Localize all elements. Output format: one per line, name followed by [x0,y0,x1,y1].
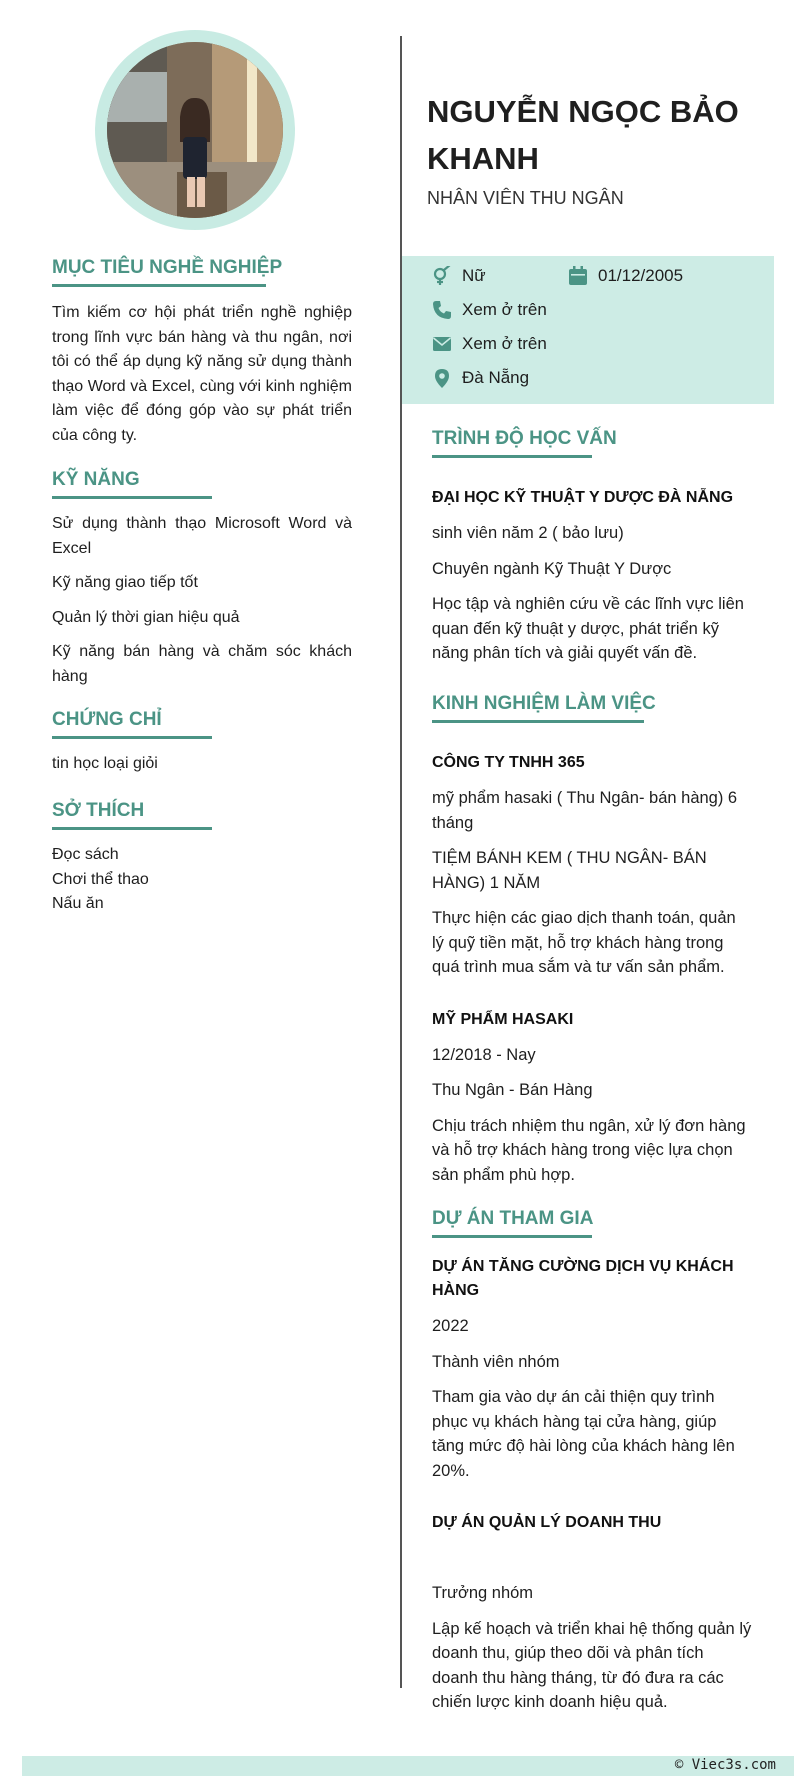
phone-row [432,300,547,320]
experience-underline [432,720,644,723]
experience-section [432,693,752,1187]
education-period: sinh viên năm 2 ( bảo lưu) [432,524,624,542]
job-role: TIỆM BÁNH KEM ( THU NGÂN- BÁN HÀNG) 1 NĂM [432,849,707,892]
calendar-icon [568,266,588,286]
contact-panel [402,256,774,404]
objective-text: Tìm kiếm cơ hội phát triển nghề nghiệp trong lĩnh vực bán hàng và thu ngân, nơi tôi có thể áp dụng kỹ năng sử dụng thành thạo Word và Excel, cùng với kinh nghiệm làm việc để đóng góp vào sự phát triển của công ty. [52,304,352,444]
skill-item: Quản lý thời gian hiệu quả [52,608,240,626]
objective-title: MỤC TIÊU NGHỀ NGHIỆP [52,257,283,278]
hobby-item: Nấu ăn [52,895,104,912]
job-title: NHÂN VIÊN THU NGÂN [427,188,624,208]
hobby-item: Đọc sách [52,846,119,863]
certificates-title: CHỨNG CHỈ [52,709,162,730]
projects-section [432,1208,752,1715]
education-title: TRÌNH ĐỘ HỌC VẤN [432,428,617,449]
project-year: 2022 [432,1317,469,1335]
project-role: Thành viên nhóm [432,1352,560,1371]
gender-row [432,266,486,286]
project-role: Trưởng nhóm [432,1584,534,1602]
skills-title: KỸ NĂNG [52,469,140,490]
education-major: Chuyên ngành Kỹ Thuật Y Dược [432,559,672,578]
experience-title: KINH NGHIỆM LÀM VIỆC [432,693,656,714]
email-value: Xem ở trên [462,334,547,353]
location-value: Đà Nẵng [462,368,530,387]
avatar-photo [107,42,283,218]
objective-section [52,257,352,448]
job-role: Thu Ngân - Bán Hàng [432,1081,593,1099]
project-name: DỰ ÁN QUẢN LÝ DOANH THU [432,1514,662,1531]
skill-item: Kỹ năng giao tiếp tốt [52,574,198,591]
school-name: ĐẠI HỌC KỸ THUẬT Y DƯỢC ĐÀ NẴNG [432,489,734,506]
skill-item: Kỹ năng bán hàng và chăm sóc khách hàng [52,643,352,685]
candidate-name: NGUYỄN NGỌC BẢO KHANH [427,94,739,176]
gender-value: Nữ [462,266,486,285]
hobbies-title: SỞ THÍCH [52,800,145,821]
project-year [432,1546,752,1570]
certificate-item: tin học loại giỏi [52,755,158,772]
project-description: Tham gia vào dự án cải thiện quy trình phục vụ khách hàng tại cửa hàng, giúp tăng mức độ hài lòng của khách hàng lên 20%. [432,1388,735,1480]
footer-bar [22,1756,794,1776]
avatar [107,42,283,218]
hobbies-section [52,800,352,917]
job-period: mỹ phẩm hasaki ( Thu Ngân- bán hàng) 6 tháng [432,789,738,832]
job-company: MỸ PHẨM HASAKI [432,1010,574,1028]
phone-icon [432,300,452,320]
gender-icon [432,266,452,286]
location-row [432,368,529,388]
education-section [432,428,752,666]
email-icon [432,334,452,354]
education-underline [432,455,592,458]
certificates-section [52,709,352,777]
footer-watermark: © Viec3s.com [674,1757,776,1773]
skill-item: Sử dụng thành thạo Microsoft Word và Excel [52,515,352,557]
job-description: Thực hiện các giao dịch thanh toán, quản lý quỹ tiền mặt, hỗ trợ khách hàng trong quá trình mua sắm và tư vấn sản phẩm. [432,909,736,976]
birthday-value: 01/12/2005 [598,266,684,285]
skills-section [52,469,352,689]
email-row [432,334,547,354]
location-pin-icon [432,368,452,388]
education-description: Học tập và nghiên cứu về các lĩnh vực liên quan đến kỹ thuật y dược, phát triển kỹ năng phân tích và giải quyết vấn đề. [432,595,744,662]
project-description: Lập kế hoạch và triển khai hệ thống quản lý doanh thu, giúp theo dõi và phân tích doanh thu hàng tháng, từ đó đưa ra các chiến lược kinh doanh hiệu quả. [432,1619,752,1711]
hobby-item: Chơi thể thao [52,870,149,888]
job-description: Chịu trách nhiệm thu ngân, xử lý đơn hàng và hỗ trợ khách hàng trong việc lựa chọn sản phẩm phù hợp. [432,1116,746,1184]
avatar-ring [95,30,295,230]
phone-value: Xem ở trên [462,300,547,319]
certificates-underline [52,736,212,739]
projects-underline [432,1235,592,1238]
skills-underline [52,496,212,499]
job-company: CÔNG TY TNHH 365 [432,754,585,771]
objective-underline [52,284,266,287]
job-period: 12/2018 - Nay [432,1045,536,1064]
hobbies-underline [52,827,212,830]
birthday-row [568,266,683,286]
project-name: DỰ ÁN TĂNG CƯỜNG DỊCH VỤ KHÁCH HÀNG [432,1258,734,1299]
projects-title: DỰ ÁN THAM GIA [432,1208,594,1229]
